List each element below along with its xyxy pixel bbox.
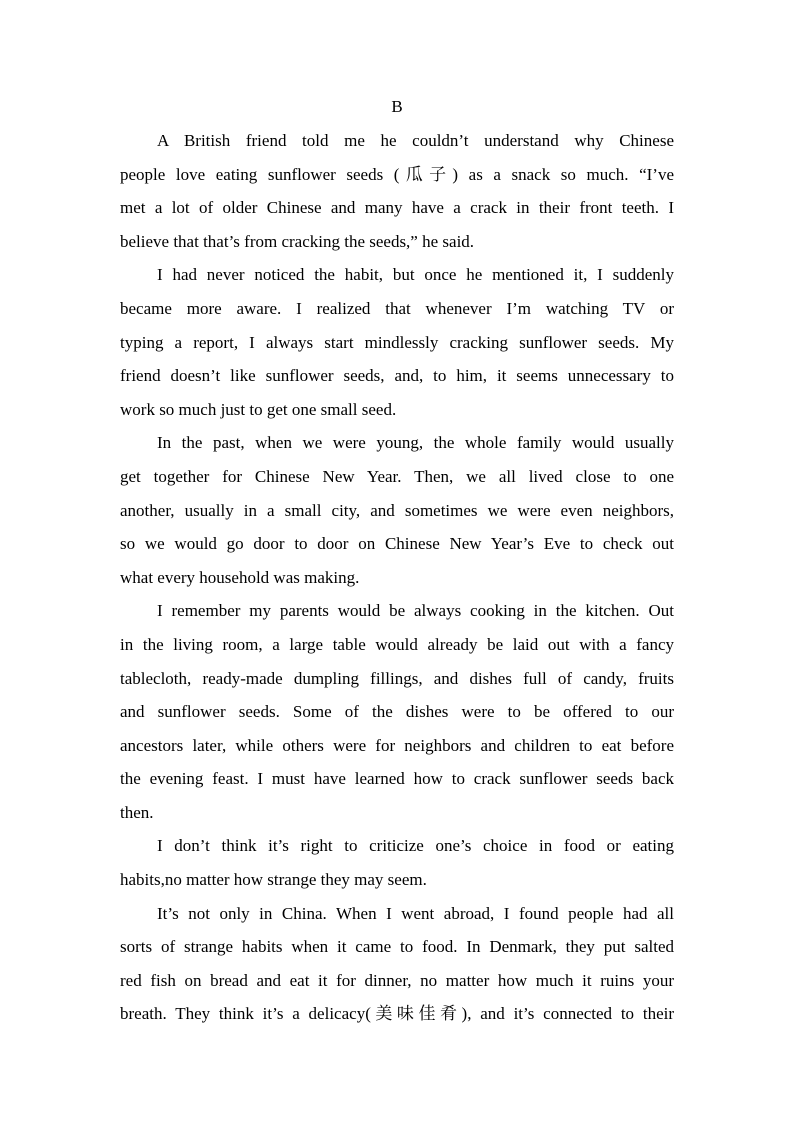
text-line: and sunflower seeds. Some of the dishes were to be offered to our [120, 702, 674, 722]
text-line: In the past, when we were young, the whole family would usually [157, 433, 674, 453]
paragraph-1 [120, 124, 674, 258]
text-line: became more aware. I realized that whenever I’m watching TV or [120, 298, 674, 318]
text-line: habits,no matter how strange they may seem. [120, 870, 427, 890]
text-line: so we would go door to door on Chinese New Year’s Eve to check out [120, 534, 674, 554]
text-line: work so much just to get one small seed. [120, 399, 397, 419]
text-line: then. [120, 802, 154, 822]
text-line: tablecloth, ready-made dumpling fillings, and dishes full of candy, fruits [120, 668, 674, 688]
paragraph-6 [120, 897, 674, 1031]
text-line: the evening feast. I must have learned how to crack sunflower seeds back [120, 769, 674, 789]
text-line: what every household was making. [120, 567, 360, 587]
text-line: in the living room, a large table would already be laid out with a fancy [120, 634, 674, 654]
text-line: met a lot of older Chinese and many have a crack in their front teeth. I [120, 198, 674, 218]
text-line: believe that that’s from cracking the seeds,” he said. [120, 231, 475, 251]
text-line: people love eating sunflower seeds (瓜子) as a snack so much. “I’ve [120, 164, 674, 184]
text-line: It’s not only in China. When I went abroad, I found people had all [157, 903, 674, 923]
text-line: red fish on bread and eat it for dinner, no matter how much it ruins your [120, 970, 674, 990]
text-line: I remember my parents would be always cooking in the kitchen. Out [157, 601, 674, 621]
paragraph-4 [120, 594, 674, 829]
article-body [120, 124, 674, 1031]
text-line: ancestors later, while others were for neighbors and children to eat before [120, 735, 674, 755]
text-line: typing a report, I always start mindlessly cracking sunflower seeds. My [120, 332, 674, 352]
paragraph-5 [120, 829, 674, 896]
text-line: get together for Chinese New Year. Then, we all lived close to one [120, 466, 674, 486]
paragraph-2 [120, 258, 674, 426]
text-line: another, usually in a small city, and sometimes we were even neighbors, [120, 500, 674, 520]
text-line: sorts of strange habits when it came to food. In Denmark, they put salted [120, 937, 674, 957]
text-line: breath. They think it’s a delicacy(美味佳肴), and it’s connected to their [120, 1004, 674, 1024]
text-line: A British friend told me he couldn’t understand why Chinese [157, 131, 674, 150]
text-line: I had never noticed the habit, but once he mentioned it, I suddenly [157, 265, 674, 285]
text-line: I don’t think it’s right to criticize one’s choice in food or eating [157, 836, 674, 856]
paragraph-3 [120, 426, 674, 594]
section-label: B [391, 97, 403, 116]
text-line: friend doesn’t like sunflower seeds, and, to him, it seems unnecessary to [120, 366, 674, 386]
